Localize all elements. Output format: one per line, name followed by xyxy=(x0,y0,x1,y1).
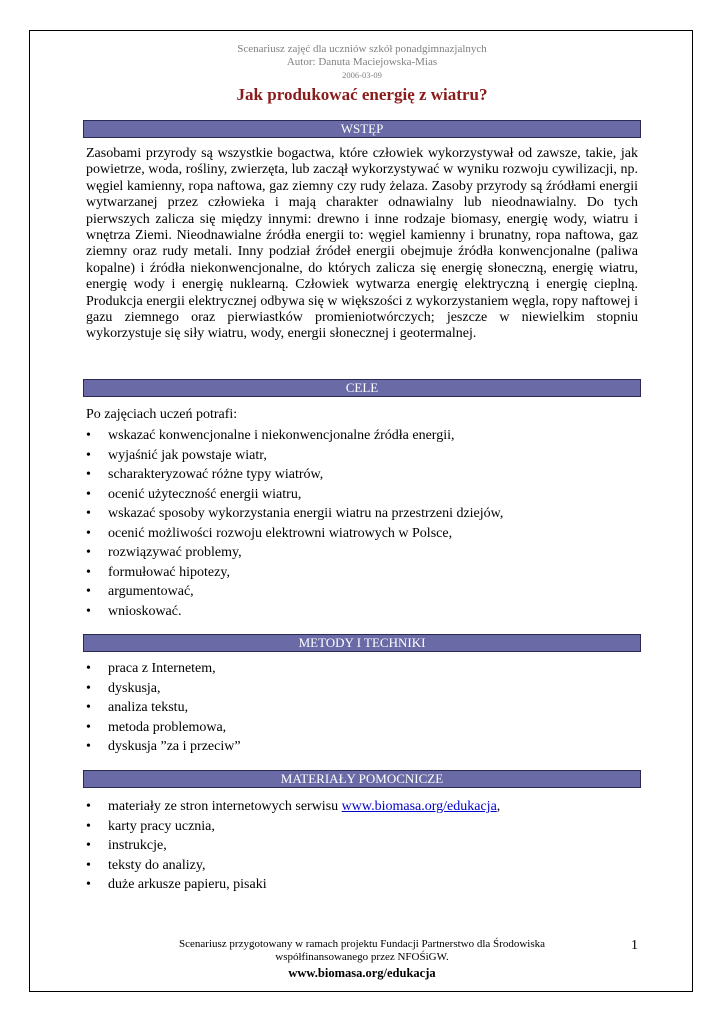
list-item: • ocenić użyteczność energii wiatru, xyxy=(86,485,503,505)
page-number: 1 xyxy=(631,938,638,953)
bullet-icon: • xyxy=(86,877,91,892)
bullet-icon: • xyxy=(86,680,91,696)
bullet-icon: • xyxy=(86,857,91,873)
bullet-icon: • xyxy=(86,584,91,599)
bullet-icon: • xyxy=(86,447,91,463)
list-item: • wnioskować. xyxy=(86,602,503,622)
section-heading-intro: WSTĘP xyxy=(83,120,641,138)
bullet-icon: • xyxy=(86,428,91,443)
list-item: • wyjaśnić jak powstaje wiatr, xyxy=(86,446,503,466)
goals-list xyxy=(86,426,503,621)
bullet-icon: • xyxy=(86,525,91,541)
list-item: • rozwiązywać problemy, xyxy=(86,543,503,563)
goals-intro: Po zajęciach uczeń potrafi: xyxy=(86,407,238,422)
bullet-icon: • xyxy=(86,838,91,853)
list-item: • duże arkusze papieru, pisaki xyxy=(86,875,500,895)
section-heading-goals: CELE xyxy=(83,379,641,397)
biomasa-link[interactable]: www.biomasa.org/edukacja xyxy=(341,799,497,814)
list-item: • instrukcje, xyxy=(86,836,500,856)
bullet-icon: • xyxy=(86,545,91,560)
list-item: • scharakteryzować różne typy wiatrów, xyxy=(86,465,503,485)
bullet-icon: • xyxy=(86,486,91,502)
section-heading-methods: METODY I TECHNIKI xyxy=(83,634,641,652)
header-course: Scenariusz zajęć dla uczniów szkół ponadgimnazjalnych xyxy=(237,43,487,55)
list-item: • wskazać konwencjonalne i niekonwencjonalne źródła energii, xyxy=(86,426,503,446)
list-item: • dyskusja, xyxy=(86,679,241,699)
bullet-icon: • xyxy=(86,506,91,521)
section-heading-materials: MATERIAŁY POMOCNICZE xyxy=(83,770,641,788)
list-item: • analiza tekstu, xyxy=(86,698,241,718)
list-item: • praca z Internetem, xyxy=(86,659,241,679)
header-date: 2006-03-09 xyxy=(342,70,382,80)
bullet-icon: • xyxy=(86,818,91,834)
footer-url: www.biomasa.org/edukacja xyxy=(288,966,436,980)
list-item: • argumentować, xyxy=(86,582,503,602)
bullet-icon: • xyxy=(86,603,91,619)
bullet-icon: • xyxy=(86,799,91,814)
list-item: • karty pracy ucznia, xyxy=(86,817,500,837)
bullet-icon: • xyxy=(86,467,91,482)
footer-line-1: Scenariusz przygotowany w ramach projektu Fundacji Partnerstwo dla Środowiska xyxy=(179,938,545,950)
header-author: Autor: Danuta Maciejowska-Mias xyxy=(286,56,438,68)
methods-list xyxy=(86,659,241,757)
bullet-icon: • xyxy=(86,564,91,580)
list-item: • ocenić możliwości rozwoju elektrowni wiatrowych w Polsce, xyxy=(86,524,503,544)
list-item: • formułować hipotezy, xyxy=(86,563,503,583)
footer-line-2: współfinansowanego przez NFOŚiGW. xyxy=(275,951,449,963)
list-item: • dyskusja ”za i przeciw” xyxy=(86,737,241,757)
list-item: • materiały ze stron internetowych serwisu www.biomasa.org/edukacja, xyxy=(86,797,500,817)
bullet-icon: • xyxy=(86,739,91,754)
intro-paragraph: Zasobami przyrody są wszystkie bogactwa, które człowiek wykorzystywał od zawsze, takie, jak powietrze, woda, rośliny, zwierzęta, lub zaczął wykorzystywać w wyniku rozwoju cywilizacji, np. węgiel kamienny, ropa naftowa, gaz ziemny czy rudy żelaza. Zasoby przyrody są źródłami energii wytwarzanej przez człowieka i mają charakter odnawialny lub nieodnawialny. Do tych pierwszych zalicza się między innymi: drewno i inne rodzaje biomasy, energię wody, wiatru i wnętrza Ziemi. Nieodnawialne źródła energii to: węgiel kamienny i brunatny, ropa naftowa, gaz ziemny oraz rudy metali. Inny podział źródeł energii obejmuje źródła konwencjonalne (paliwa kopalne) i źródła niekonwencjonalne, do których zalicza się energię słoneczną, energię wiatru, energię wody i energię nuklearną. Człowiek wytwarza energię elektryczną i energię cieplną. Produkcja energii elektrycznej odbywa się w większości z wykorzystaniem węgla, ropy naftowej i gazu ziemnego oraz pierwiastków promieniotwórczych; jeszcze w niewielkim stopniu wykorzystuje się siły wiatru, wody, energii słonecznej i geotermalnej. xyxy=(86,146,638,342)
materials-list xyxy=(86,797,500,895)
list-item: • metoda problemowa, xyxy=(86,718,241,738)
document-title: Jak produkować energię z wiatru? xyxy=(236,85,488,104)
list-item: • wskazać sposoby wykorzystania energii wiatru na przestrzeni dziejów, xyxy=(86,504,503,524)
bullet-icon: • xyxy=(86,700,91,715)
list-item: • teksty do analizy, xyxy=(86,856,500,876)
bullet-icon: • xyxy=(86,661,91,676)
bullet-icon: • xyxy=(86,719,91,735)
